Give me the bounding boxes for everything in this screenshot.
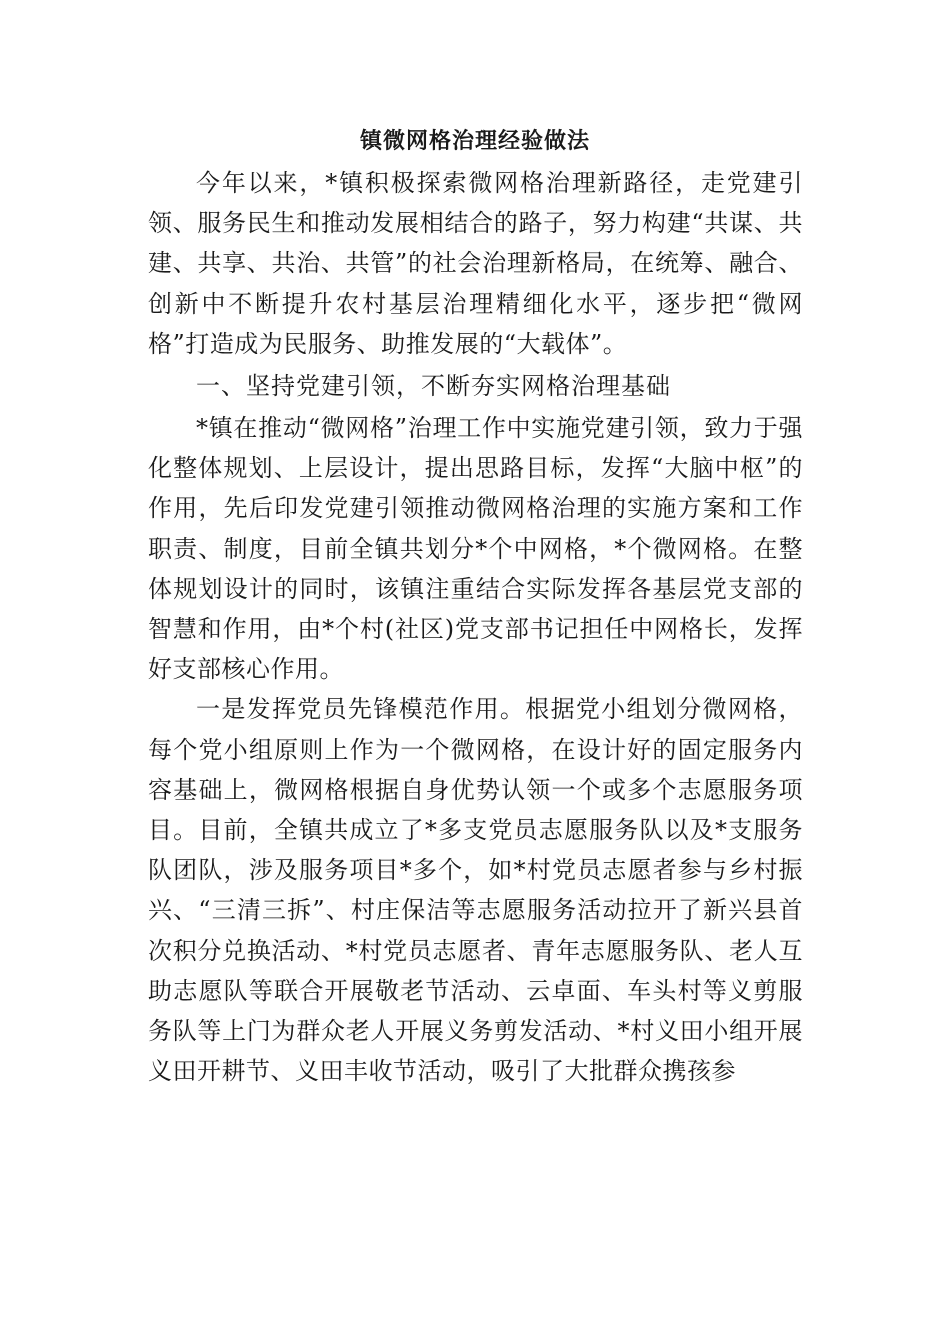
section-heading: 一、坚持党建引领，不断夯实网格治理基础 bbox=[196, 372, 671, 401]
document-body bbox=[148, 163, 803, 1091]
document-title: 镇微网格治理经验做法 bbox=[359, 128, 590, 154]
body-paragraph: *镇在推动“微网格”治理工作中实施党建引领，致力于强化整体规划、上层设计，提出思路目标，发挥“大脑中枢”的作用，先后印发党建引领推动微网格治理的实施方案和工作职责、制度，目前全镇共划分*个中网格，*个微网格。在整体规划设计的同时，该镇注重结合实际发挥各基层党支部的智慧和作用，由*个村(社区)党支部书记担任中网格长，发挥好支部核心作用。 bbox=[148, 414, 803, 684]
body-paragraph: 一是发挥党员先锋模范作用。根据党小组划分微网格，每个党小组原则上作为一个微网格，在设计好的固定服务内容基础上，微网格根据自身优势认领一个或多个志愿服务项目。目前，全镇共成立了*多支党员志愿服务队以及*支服务队团队，涉及服务项目*多个，如*村党员志愿者参与乡村振兴、“三清三拆”、村庄保洁等志愿服务活动拉开了新兴县首次积分兑换活动、*村党员志愿者、青年志愿服务队、老人互助志愿队等联合开展敬老节活动、云卓面、车头村等义剪服务队等上门为群众老人开展义务剪发活动、*村义田小组开展义田开耕节、义田丰收节活动，吸引了大批群众携孩参 bbox=[148, 695, 803, 1086]
intro-paragraph: 今年以来，*镇积极探索微网格治理新路径，走党建引领、服务民生和推动发展相结合的路子，努力构建“共谋、共建、共享、共治、共管”的社会治理新格局，在统筹、融合、创新中不断提升农村基层治理精细化水平，逐步把“微网格”打造成为民服务、助推发展的“大载体”。 bbox=[148, 169, 803, 358]
